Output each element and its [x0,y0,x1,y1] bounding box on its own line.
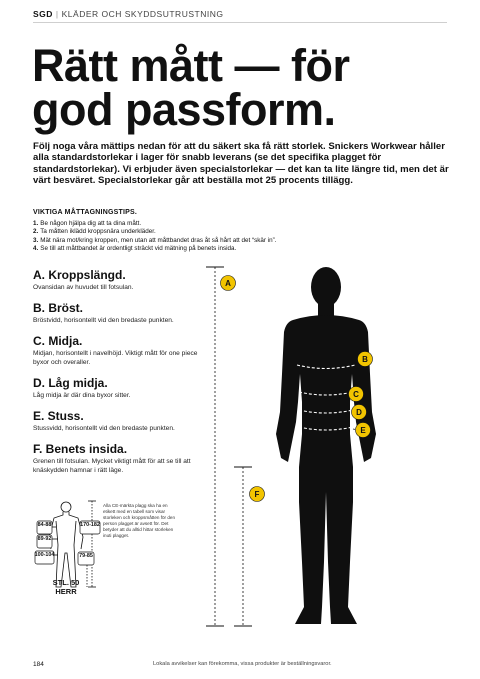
measure-description: Grenen till fotsulan. Mycket viktigt mått för att se till att knäskydden hamnar i rätt läge. [33,458,191,474]
section-header [33,9,223,19]
measurement-list [33,268,203,484]
marker-b: B [362,355,368,364]
measure-title: F. Benets insida. [33,442,128,457]
measure-b [33,301,203,326]
tip-number: 2. [33,228,39,236]
body-measurement-illustration [200,262,450,634]
measure-description: Stussvidd, horisontellt vid den bredaste punkten. [33,424,175,432]
title-line-2: god passform. [32,84,336,135]
measure-description: Ovansidan av huvudet till fotsulan. [33,284,134,291]
marker-d: D [356,408,362,417]
tip-number: 4. [33,244,39,252]
section-code: SGD [33,9,53,19]
tip-item [33,237,277,245]
header-divider [33,22,447,23]
body-silhouette [276,267,376,624]
measure-title: A. Kroppslängd. [33,268,126,282]
tips-list [33,220,277,253]
tips-heading: VIKTIGA MÅTTAGNINGSTIPS. [33,209,137,216]
intro-text: Följ noga våra mättips nedan för att du säkert ska få rätt storlek. Snickers Workwear håller alla standardstorlekar i lager för snabb leverans (se det specifika plagget för standardstorlekar). Vi erbjuder även specialstorlekar — det kan ta lite längre tid, men det är värt besväret. Specialstorlekar går att beställa mot 25 procents tillägg. [33,141,449,186]
footer-note: Lokala avvikelser kan förekomma, vissa produkter är beställningsvaror. [153,661,332,667]
measure-title: B. Bröst. [33,301,84,316]
title-line-1: Rätt mått — för [32,40,350,91]
measure-title: D. Låg midja. [33,375,108,390]
header-separator: | [55,9,59,19]
measure-e [33,409,203,434]
marker-c: C [353,390,359,399]
tip-item [33,245,277,253]
tip-number: 1. [33,220,39,227]
measure-f [33,442,203,475]
tip-number: 3. [33,236,39,244]
size-label-note: Alla CE-märkta plagg ska ha en etikett med en tabell som visar storleken och kroppsmåtten för den person plagget är avsett för. Det betyder att du alltid hittar storleken inuti plagget. [103,503,176,538]
size-value-inseam: 79-85 [79,553,93,559]
measure-title: C. Midja. [33,334,83,349]
section-name: KLÄDER OCH SKYDDSUTRUSTNING [61,9,224,19]
measure-title: E. Stuss. [33,408,84,423]
size-value-chest: 84-88 [37,522,52,528]
page-number: 184 [33,661,44,668]
marker-a: A [225,279,231,288]
marker-f: F [254,490,260,499]
page-title [32,40,350,135]
size-value-seat: 100-104 [34,552,55,558]
tip-text: Se till att måttbandet är ordentligt sträckt vid mätning på benets insida. [40,244,237,252]
measure-a [33,268,203,293]
marker-e: E [360,426,366,435]
measure-description: Låg midja är där dina byxor sitter. [33,391,131,399]
tip-text: Be någon hjälpa dig att ta dina mått. [40,220,142,227]
measure-description: Bröstvidd, horisontellt vid den bredaste punkten. [33,317,174,325]
size-value-height: 170-182 [80,522,100,528]
size-value-waist: 89-92 [37,536,52,542]
tip-text: Mät nära mot/kring kroppen, men utan att måttbandet dras åt så hårt att det “skär in”. [40,236,277,244]
tip-item [33,228,277,236]
measure-description: Midjan, horisontellt i navelhöjd. Viktigt mått för one piece byxor och overaller. [33,350,198,366]
size-label-line-1: STL. 50 [52,578,80,587]
size-label-line-2: HERR [55,587,77,596]
measure-c [33,334,203,367]
tip-text: Ta måtten iklädd kroppsnära underkläder. [40,228,156,236]
measure-d [33,376,203,401]
